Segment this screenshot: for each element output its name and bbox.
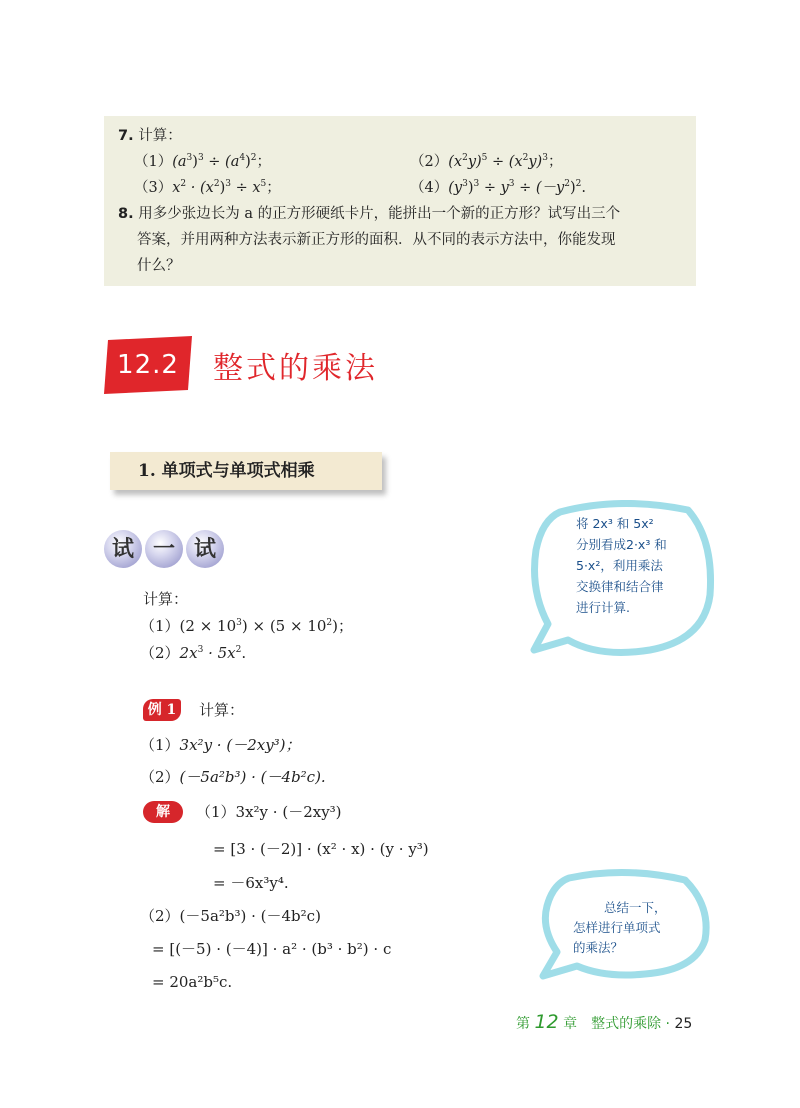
expr: ) (245, 154, 251, 170)
bubble-2-line-2: 怎样进行单项式 (573, 920, 661, 935)
exercise-number: 7. (118, 128, 134, 144)
bubble-2-line-3: 的乘法？ (573, 940, 624, 955)
section-number: 12.2 (117, 350, 179, 380)
expr: (x (448, 154, 463, 170)
expr: ÷ (a (203, 154, 240, 170)
expr: (－5a²b³) · (－4b²c). (179, 768, 326, 786)
exponent: 3 (542, 153, 548, 164)
footer-prefix: 第 (516, 1016, 530, 1032)
solution-1-line-2: = [3 · (－2)] · (x² · x) · (y · y³) (213, 840, 429, 858)
expr: ÷ y (479, 180, 509, 196)
part-label: （2） (410, 154, 449, 170)
bubble-1-line-2: 分别看成2·x³ 和 (576, 537, 667, 552)
expr: ； (266, 180, 281, 196)
exercise-7-header (118, 126, 182, 146)
try-item-2 (140, 642, 246, 664)
exponent: 2 (180, 179, 187, 190)
expr: )； (332, 617, 354, 635)
try-it-char-3: 试 (186, 530, 224, 568)
solution-1-line-3: = －6x³y⁴. (213, 874, 289, 892)
page-number: 25 (674, 1016, 693, 1032)
expr: ÷ x (230, 180, 261, 196)
exercise-box (104, 116, 696, 286)
exponent: 3 (462, 179, 468, 190)
example-label: 计算： (199, 701, 245, 719)
expr: · (x (186, 180, 214, 196)
exponent: 2 (326, 618, 333, 628)
exponent: 2 (564, 179, 570, 190)
section-title: 整式的乘法 (213, 351, 378, 386)
expr: ) (467, 180, 474, 196)
exponent: 2 (462, 153, 468, 164)
exercise-8-line-2: 答案，并用两种方法表示新正方形的面积．从不同的表示方法中，你能发现 (137, 232, 616, 248)
bubble-1-line-5: 进行计算. (576, 600, 630, 615)
exercise-7-part-1 (134, 152, 271, 172)
exponent: 2 (213, 179, 220, 190)
try-it-char-1: 试 (104, 530, 142, 568)
exponent: 4 (239, 153, 246, 164)
try-it-char-2: 一 (145, 530, 183, 568)
exercise-7-part-2 (410, 152, 562, 172)
subsection-title: 1. 单项式与单项式相乘 (138, 461, 315, 481)
solution-badge: 解 (143, 801, 183, 823)
item-label: （1） (140, 617, 180, 635)
part-label: （3） (134, 180, 173, 196)
footer-chapter-title: 章 整式的乘除 · (563, 1016, 670, 1032)
exercise-8-line-3: 什么？ (137, 258, 181, 274)
exponent: 3 (225, 179, 231, 190)
footer-chapter-number: 12 (534, 1011, 559, 1033)
exponent: 2 (250, 153, 257, 164)
exercise-7-part-4 (410, 178, 586, 198)
example-badge: 例 1 (143, 699, 181, 721)
expr: ÷ (－y (514, 180, 565, 196)
exponent: 2 (575, 179, 582, 190)
exponent: 2 (522, 153, 529, 164)
exponent: 5 (481, 153, 488, 164)
solution-2-line-1: （2）(－5a²b³) · (－4b²c) (140, 907, 321, 925)
subsection-banner (110, 452, 382, 490)
expr: ； (256, 154, 271, 170)
expr: 2x (179, 644, 198, 662)
exercise-8-line-1 (118, 204, 620, 224)
exponent: 5 (260, 179, 267, 190)
expr: x (172, 180, 181, 196)
try-item-1 (140, 615, 353, 637)
exponent: 3 (197, 153, 204, 164)
example-question-1 (140, 734, 301, 756)
expr: y) (467, 154, 482, 170)
bubble-1-line-1: 将 2x³ 和 5x² (576, 516, 654, 531)
part-label: （1） (134, 154, 173, 170)
expr: ) (569, 180, 576, 196)
solution-2-line-2: = [(－5) · (－4)] · a² · (b³ · b²) · c (152, 940, 392, 958)
expr: (a (172, 154, 187, 170)
exponent: 3 (186, 153, 193, 164)
exponent: 3 (473, 179, 480, 190)
bubble-1-line-4: 交换律和结合律 (576, 579, 664, 594)
item-label: （2） (140, 768, 180, 786)
expr: ÷ (x (487, 154, 523, 170)
exercise-label: 计算： (138, 128, 182, 144)
expr: ) (192, 154, 198, 170)
exponent: 2 (235, 645, 242, 655)
expr: ) × (5 × 10 (241, 617, 327, 635)
expr: (2 × 10 (179, 617, 237, 635)
expr: 3x²y · (－2xy³)； (179, 736, 301, 754)
expr: y) (528, 154, 543, 170)
try-label: 计算： (143, 590, 189, 608)
solution-2-line-3: = 20a²b⁵c. (152, 973, 233, 991)
expr: . (581, 180, 586, 196)
expr: ) (219, 180, 226, 196)
item-label: （1） (140, 736, 180, 754)
section-number-badge (104, 336, 192, 394)
exponent: 3 (508, 179, 515, 190)
solution-1-line-1: （1）3x²y · (－2xy³) (196, 803, 342, 821)
page-footer (516, 1011, 692, 1033)
exponent: 3 (197, 645, 204, 655)
expr: · 5x (203, 644, 236, 662)
bubble-2-line-1: 总结一下， (604, 900, 667, 915)
exercise-text: 用多少张边长为 a 的正方形硬纸卡片，能拼出一个新的正方形？试写出三个 (138, 206, 621, 222)
expr: (y (448, 180, 463, 196)
exponent: 3 (236, 618, 242, 628)
expr: . (241, 644, 247, 662)
expr: ； (547, 154, 563, 170)
item-label: （2） (140, 644, 180, 662)
part-label: （4） (410, 180, 449, 196)
example-question-2 (140, 766, 326, 788)
exercise-7-part-3 (134, 178, 281, 198)
bubble-1-line-3: 5·x²，利用乘法 (576, 558, 663, 573)
exercise-number: 8. (118, 206, 134, 222)
